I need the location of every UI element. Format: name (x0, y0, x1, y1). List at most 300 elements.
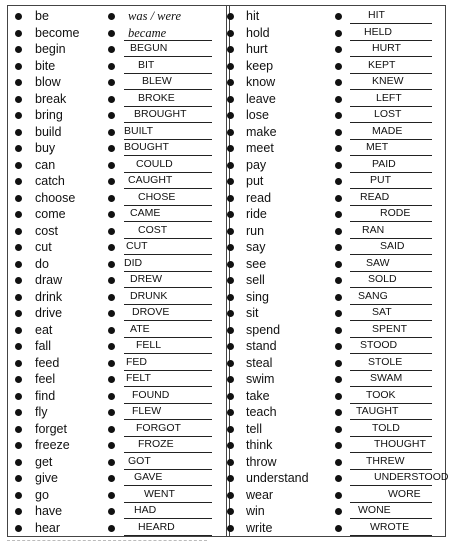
right-answer-bullet (335, 195, 342, 202)
right-past-tense-answer[interactable]: SANG (358, 289, 388, 302)
left-answer-line (124, 188, 212, 189)
right-past-tense-answer[interactable]: THOUGHT (374, 438, 426, 450)
left-answer-bullet (108, 228, 115, 235)
left-past-tense-answer[interactable]: BROKE (138, 91, 175, 104)
left-bullet (15, 409, 22, 416)
left-base-verb: go (35, 487, 49, 502)
right-answer-bullet (335, 228, 342, 235)
left-answer-bullet (108, 459, 115, 466)
left-base-verb: choose (35, 190, 76, 205)
left-answer-bullet (108, 492, 115, 499)
right-past-tense-answer[interactable]: RAN (362, 223, 385, 236)
right-answer-line (350, 205, 432, 206)
left-answer-line (124, 122, 212, 123)
left-answer-bullet (108, 294, 115, 301)
right-bullet (227, 145, 234, 152)
left-answer-bullet (108, 46, 115, 53)
left-base-verb: get (35, 454, 53, 469)
left-bullet (15, 459, 22, 466)
left-answer-line (124, 419, 212, 420)
right-answer-bullet (335, 112, 342, 119)
left-answer-bullet (108, 178, 115, 185)
right-answer-bullet (335, 492, 342, 499)
left-answer-line (124, 436, 212, 437)
left-past-tense-answer[interactable]: FED (126, 355, 147, 368)
right-answer-bullet (335, 376, 342, 383)
right-past-tense-answer[interactable]: KEPT (368, 58, 396, 71)
left-past-tense-answer[interactable]: became (128, 25, 167, 40)
right-past-tense-answer[interactable]: READ (360, 190, 390, 203)
left-answer-bullet (108, 442, 115, 449)
right-past-tense-answer[interactable]: PAID (372, 157, 396, 170)
right-bullet (227, 459, 234, 466)
left-answer-bullet (108, 409, 115, 416)
right-bullet (227, 310, 234, 317)
right-base-verb: know (246, 75, 276, 89)
left-bullet (15, 162, 22, 169)
right-base-verb: sing (246, 289, 269, 304)
left-base-verb: cut (35, 240, 52, 254)
right-past-tense-answer[interactable]: STOOD (360, 339, 398, 351)
right-bullet (227, 96, 234, 103)
right-answer-line (350, 518, 432, 519)
right-bullet (227, 277, 234, 284)
left-base-verb: fall (35, 339, 51, 353)
left-answer-line (124, 73, 212, 74)
right-answer-bullet (335, 79, 342, 86)
left-answer-bullet (108, 129, 115, 136)
left-bullet (15, 13, 22, 20)
right-bullet (227, 376, 234, 383)
right-past-tense-answer[interactable]: PUT (370, 174, 391, 186)
left-past-tense-answer[interactable]: BIT (138, 58, 155, 71)
right-answer-line (350, 370, 432, 371)
right-base-verb: sit (246, 306, 259, 320)
left-answer-line (124, 320, 212, 321)
right-past-tense-answer[interactable]: WONE (358, 504, 391, 516)
left-past-tense-answer[interactable]: CHOSE (138, 190, 176, 203)
right-bullet (227, 162, 234, 169)
left-base-verb: drive (35, 306, 63, 320)
right-bullet (227, 426, 234, 433)
right-bullet (227, 475, 234, 482)
left-base-verb: drink (35, 289, 63, 304)
right-past-tense-answer[interactable]: UNDERSTOOD (374, 471, 449, 483)
right-bullet (227, 228, 234, 235)
right-base-verb: read (246, 190, 272, 205)
left-bullet (15, 46, 22, 53)
right-base-verb: think (246, 438, 273, 452)
right-base-verb: pay (246, 157, 267, 172)
left-bullet (15, 129, 22, 136)
right-base-verb: leave (246, 91, 276, 106)
right-answer-line (350, 386, 432, 387)
left-bullet (15, 228, 22, 235)
right-past-tense-answer[interactable]: RODE (380, 207, 411, 219)
right-answer-line (350, 122, 432, 123)
left-bullet (15, 63, 22, 70)
left-answer-bullet (108, 327, 115, 334)
right-past-tense-answer[interactable]: SAID (380, 240, 405, 252)
right-past-tense-answer[interactable]: SOLD (368, 273, 397, 285)
right-bullet (227, 79, 234, 86)
left-past-tense-answer[interactable]: FLEW (132, 405, 162, 417)
left-base-verb: bring (35, 108, 63, 122)
left-answer-bullet (108, 426, 115, 433)
left-answer-bullet (108, 162, 115, 169)
right-bullet (227, 525, 234, 532)
right-answer-bullet (335, 13, 342, 20)
right-answer-line (350, 452, 432, 453)
right-answer-bullet (335, 360, 342, 367)
right-answer-line (350, 56, 432, 57)
left-answer-bullet (108, 360, 115, 367)
right-answer-line (350, 73, 432, 74)
right-answer-bullet (335, 426, 342, 433)
left-base-verb: blow (35, 75, 61, 89)
right-answer-line (350, 353, 432, 354)
right-base-verb: take (246, 388, 270, 403)
left-base-verb: break (35, 91, 67, 106)
left-base-verb: do (35, 256, 49, 271)
left-base-verb: become (35, 25, 80, 40)
left-past-tense-answer[interactable]: DRUNK (130, 289, 168, 302)
left-past-tense-answer[interactable]: FELT (126, 372, 151, 384)
right-past-tense-answer[interactable]: TOOK (366, 388, 396, 401)
left-past-tense-answer[interactable]: ATE (130, 322, 150, 335)
left-past-tense-answer[interactable]: WENT (144, 487, 175, 500)
right-base-verb: hold (246, 25, 270, 40)
right-past-tense-answer[interactable]: SPENT (372, 322, 408, 335)
right-bullet (227, 244, 234, 251)
right-answer-line (350, 238, 432, 239)
left-past-tense-answer[interactable]: BEGUN (130, 42, 168, 54)
left-bullet (15, 79, 22, 86)
left-answer-bullet (108, 376, 115, 383)
right-bullet (227, 393, 234, 400)
left-bullet (15, 310, 22, 317)
right-answer-bullet (335, 211, 342, 218)
left-answer-line (124, 238, 212, 239)
right-answer-line (350, 337, 432, 338)
left-answer-bullet (108, 145, 115, 152)
right-base-verb: lose (246, 108, 269, 122)
right-bullet (227, 63, 234, 70)
left-bullet (15, 195, 22, 202)
right-past-tense-answer[interactable]: HURT (372, 42, 401, 54)
left-bullet (15, 442, 22, 449)
left-answer-line (124, 386, 212, 387)
right-past-tense-answer[interactable]: HELD (364, 25, 393, 38)
right-base-verb: sell (246, 273, 265, 287)
right-answer-line (350, 419, 432, 420)
right-past-tense-answer[interactable]: SAW (366, 256, 390, 269)
left-answer-bullet (108, 79, 115, 86)
left-bullet (15, 327, 22, 334)
right-answer-bullet (335, 475, 342, 482)
right-answer-bullet (335, 261, 342, 268)
right-answer-bullet (335, 277, 342, 284)
right-answer-line (350, 106, 432, 107)
left-bullet (15, 244, 22, 251)
left-bullet (15, 261, 22, 268)
right-answer-line (350, 23, 432, 24)
left-answer-bullet (108, 343, 115, 350)
right-answer-line (350, 436, 432, 437)
left-answer-bullet (108, 30, 115, 37)
left-past-tense-answer[interactable]: CUT (126, 240, 148, 252)
left-base-verb: fly (35, 405, 48, 419)
right-bullet (227, 30, 234, 37)
right-base-verb: meet (246, 141, 274, 155)
right-past-tense-answer[interactable]: LEFT (376, 91, 402, 104)
right-answer-bullet (335, 393, 342, 400)
right-answer-bullet (335, 343, 342, 350)
right-answer-bullet (335, 30, 342, 37)
right-base-verb: teach (246, 405, 277, 419)
right-answer-bullet (335, 178, 342, 185)
right-bullet (227, 327, 234, 334)
right-base-verb: understand (246, 471, 309, 485)
right-past-tense-answer[interactable]: SWAM (370, 372, 403, 384)
right-answer-bullet (335, 327, 342, 334)
left-bullet (15, 96, 22, 103)
right-answer-line (350, 485, 432, 486)
left-answer-line (124, 139, 212, 140)
left-past-tense-answer[interactable]: BROUGHT (134, 108, 187, 120)
left-bullet (15, 211, 22, 218)
left-answer-bullet (108, 525, 115, 532)
right-bullet (227, 129, 234, 136)
right-answer-line (350, 304, 432, 305)
right-past-tense-answer[interactable]: HIT (368, 9, 385, 21)
right-past-tense-answer[interactable]: SAT (372, 306, 392, 318)
right-answer-bullet (335, 145, 342, 152)
left-bullet (15, 393, 22, 400)
left-bullet (15, 277, 22, 284)
left-base-verb: build (35, 124, 62, 139)
left-base-verb: feel (35, 372, 56, 386)
right-answer-line (350, 502, 432, 503)
right-answer-bullet (335, 525, 342, 532)
left-base-verb: feed (35, 355, 60, 370)
left-answer-line (124, 353, 212, 354)
right-bullet (227, 442, 234, 449)
right-bullet (227, 261, 234, 268)
right-base-verb: ride (246, 207, 267, 221)
left-bullet (15, 178, 22, 185)
left-bullet (15, 294, 22, 301)
left-answer-line (124, 89, 212, 90)
example-past-tense: was / were (128, 9, 182, 23)
left-answer-bullet (108, 244, 115, 251)
left-base-verb: bite (35, 58, 56, 73)
left-answer-bullet (108, 63, 115, 70)
left-answer-line (124, 287, 212, 288)
left-answer-line (124, 254, 212, 255)
right-base-verb: spend (246, 322, 281, 337)
right-answer-line (350, 40, 432, 41)
right-base-verb: hurt (246, 42, 268, 56)
page-bottom-rule (7, 540, 207, 541)
right-bullet (227, 409, 234, 416)
left-answer-line (124, 518, 212, 519)
right-past-tense-answer[interactable]: TOLD (372, 421, 400, 434)
right-answer-line (350, 254, 432, 255)
left-past-tense-answer[interactable]: BUILT (124, 124, 153, 137)
right-bullet (227, 211, 234, 218)
right-base-verb: make (246, 124, 277, 139)
right-answer-bullet (335, 508, 342, 515)
left-past-tense-answer[interactable]: BLEW (142, 75, 172, 87)
left-answer-line (124, 485, 212, 486)
right-base-verb: put (246, 174, 264, 188)
left-base-verb: buy (35, 141, 56, 155)
right-answer-bullet (335, 129, 342, 136)
right-base-verb: run (246, 223, 265, 238)
left-answer-bullet (108, 393, 115, 400)
left-base-verb: freeze (35, 438, 70, 452)
right-bullet (227, 492, 234, 499)
left-bullet (15, 30, 22, 37)
left-bullet (15, 492, 22, 499)
left-base-verb: forget (35, 421, 67, 436)
left-past-tense-answer[interactable]: FELL (136, 339, 162, 351)
left-answer-line (124, 271, 212, 272)
right-base-verb: tell (246, 421, 262, 436)
left-answer-bullet (108, 508, 115, 515)
left-answer-bullet (108, 310, 115, 317)
right-bullet (227, 178, 234, 185)
right-bullet (227, 508, 234, 515)
left-past-tense-answer[interactable]: FOUND (132, 388, 170, 401)
right-past-tense-answer[interactable]: MADE (372, 124, 403, 137)
left-bullet (15, 426, 22, 433)
right-past-tense-answer[interactable]: MET (366, 141, 389, 153)
left-base-verb: begin (35, 42, 66, 56)
right-past-tense-answer[interactable]: LOST (374, 108, 402, 120)
right-base-verb: see (246, 256, 267, 271)
left-bullet (15, 376, 22, 383)
left-base-verb: have (35, 504, 63, 518)
right-base-verb: win (246, 504, 265, 518)
right-answer-line (350, 271, 432, 272)
right-bullet (227, 195, 234, 202)
right-answer-line (350, 403, 432, 404)
right-past-tense-answer[interactable]: KNEW (372, 75, 404, 87)
right-answer-bullet (335, 162, 342, 169)
left-past-tense-answer[interactable]: COULD (136, 157, 173, 170)
left-base-verb: catch (35, 174, 65, 188)
left-answer-bullet (108, 277, 115, 284)
right-answer-line (350, 221, 432, 222)
right-bullet (227, 46, 234, 53)
right-answer-bullet (335, 409, 342, 416)
right-bullet (227, 360, 234, 367)
right-past-tense-answer[interactable]: WROTE (370, 520, 410, 533)
right-answer-bullet (335, 63, 342, 70)
right-answer-bullet (335, 96, 342, 103)
right-past-tense-answer[interactable]: STOLE (368, 355, 403, 368)
right-answer-line (350, 320, 432, 321)
left-bullet (15, 145, 22, 152)
right-base-verb: write (246, 520, 273, 535)
left-answer-line (124, 106, 212, 107)
left-answer-line (124, 370, 212, 371)
left-answer-line (124, 172, 212, 173)
left-base-verb: draw (35, 273, 63, 287)
left-answer-line (124, 469, 212, 470)
left-base-verb: can (35, 157, 56, 172)
left-answer-line (124, 337, 212, 338)
left-answer-line (124, 403, 212, 404)
left-bullet (15, 112, 22, 119)
right-base-verb: steal (246, 355, 273, 370)
left-answer-bullet (108, 195, 115, 202)
left-answer-bullet (108, 96, 115, 103)
example-answer-bullet (108, 13, 115, 20)
left-past-tense-answer[interactable]: HAD (134, 504, 157, 516)
left-past-tense-answer[interactable]: BOUGHT (124, 141, 169, 153)
left-past-tense-answer[interactable]: FORGOT (136, 421, 181, 434)
right-base-verb: throw (246, 454, 277, 469)
left-answer-bullet (108, 261, 115, 268)
left-base-verb: eat (35, 322, 53, 337)
left-past-tense-answer[interactable]: FROZE (138, 438, 174, 450)
left-answer-bullet (108, 475, 115, 482)
left-base-verb: cost (35, 223, 58, 238)
right-bullet (227, 343, 234, 350)
left-past-tense-answer[interactable]: GOT (128, 454, 151, 467)
left-past-tense-answer[interactable]: GAVE (134, 471, 163, 483)
right-bullet (227, 294, 234, 301)
right-answer-bullet (335, 442, 342, 449)
right-answer-line (350, 535, 432, 536)
left-past-tense-answer[interactable]: DID (124, 256, 143, 269)
left-answer-line (124, 205, 212, 206)
left-past-tense-answer[interactable]: HEARD (138, 520, 175, 533)
right-answer-bullet (335, 244, 342, 251)
left-bullet (15, 508, 22, 515)
right-answer-line (350, 172, 432, 173)
right-base-verb: wear (246, 487, 274, 502)
left-bullet (15, 475, 22, 482)
right-answer-bullet (335, 459, 342, 466)
right-bullet (227, 112, 234, 119)
example-base-verb: be (35, 9, 49, 23)
right-answer-line (350, 188, 432, 189)
right-answer-bullet (335, 310, 342, 317)
left-answer-bullet (108, 211, 115, 218)
left-answer-bullet (108, 112, 115, 119)
right-base-verb: stand (246, 339, 277, 353)
right-base-verb: hit (246, 9, 260, 23)
right-base-verb: keep (246, 58, 274, 73)
left-past-tense-answer[interactable]: CAME (130, 207, 161, 219)
left-past-tense-answer[interactable]: COST (138, 223, 168, 236)
left-base-verb: find (35, 388, 56, 403)
left-bullet (15, 525, 22, 532)
right-past-tense-answer[interactable]: TAUGHT (356, 405, 399, 417)
right-answer-bullet (335, 46, 342, 53)
left-past-tense-answer[interactable]: DROVE (132, 306, 170, 318)
right-past-tense-answer[interactable]: WORE (388, 487, 421, 500)
left-past-tense-answer[interactable]: CAUGHT (128, 174, 173, 186)
right-bullet (227, 13, 234, 20)
left-past-tense-answer[interactable]: DREW (130, 273, 163, 285)
left-base-verb: come (35, 207, 66, 221)
right-past-tense-answer[interactable]: THREW (366, 454, 405, 467)
